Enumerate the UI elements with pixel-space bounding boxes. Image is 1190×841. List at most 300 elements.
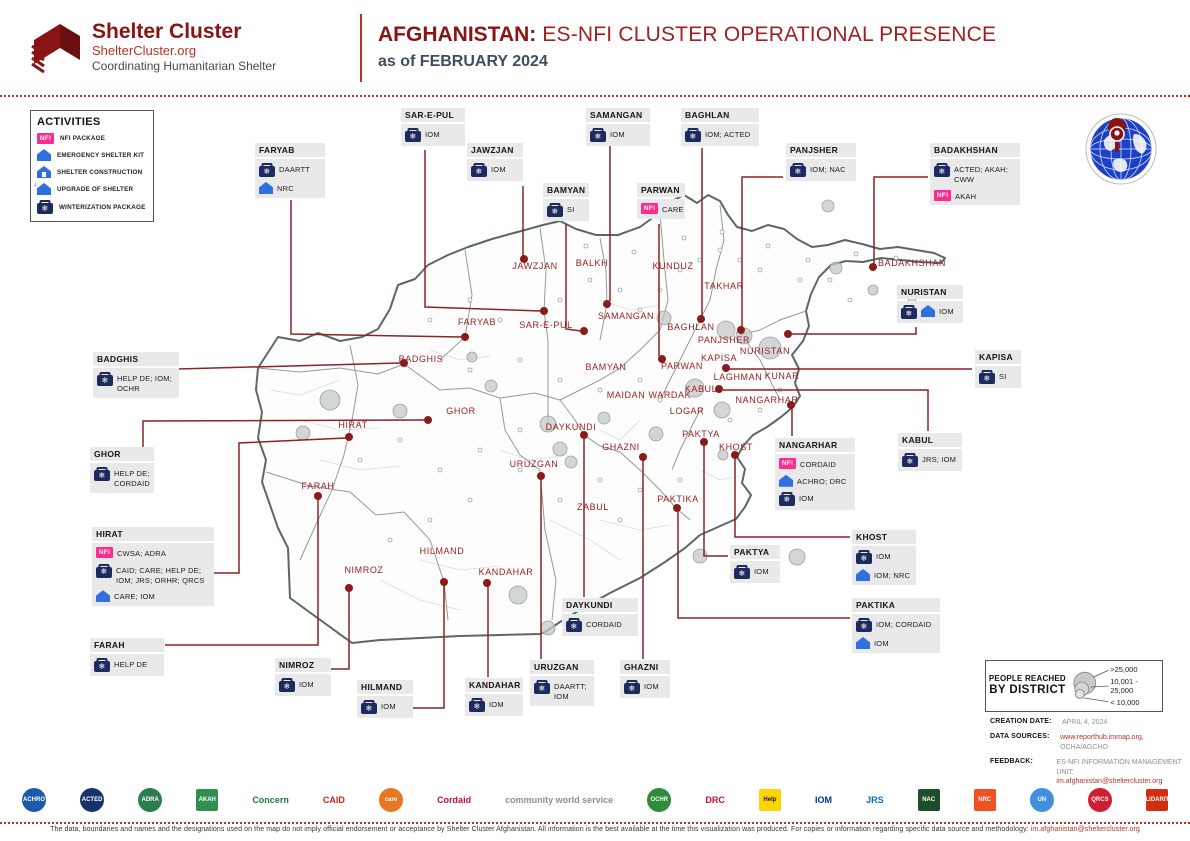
callout-organizations: CWSA; ADRA: [117, 549, 167, 558]
callout-organizations: CORDAID: [586, 620, 622, 629]
province-dot-kandahar: [483, 579, 491, 587]
callout-title: SAMANGAN: [586, 108, 650, 122]
callout-activity-row: [934, 163, 1016, 185]
callout-organizations: IOM: [425, 130, 440, 139]
province-dot-bamyan: [580, 327, 588, 335]
callout-activity-row: [856, 637, 936, 649]
callout-activity-row: [856, 550, 912, 564]
map-label: PAKTYA: [682, 429, 720, 439]
province-dot-kapisa: [722, 364, 730, 372]
winterization-icon: ❄: [279, 681, 295, 692]
activity-legend-label: WINTERIZATION PACKAGE: [59, 203, 146, 211]
callout-activity-row: [856, 569, 912, 581]
map-label: DAYKUNDI: [545, 422, 597, 432]
district-dot: [398, 438, 402, 442]
callout-activity-row: [790, 163, 852, 177]
shelter-kit-icon: [856, 637, 870, 649]
footer-email-link[interactable]: im.afghanistan@sheltercluster.org: [1030, 826, 1140, 833]
callout-organizations: SI: [567, 205, 575, 214]
map-label: BAGHLAN: [667, 322, 715, 332]
activities-legend: [30, 110, 154, 222]
district-dot: [358, 458, 362, 462]
callout-baghlan: [681, 108, 759, 146]
province-dot-sar-e-pul: [540, 307, 548, 315]
callout-title: URUZGAN: [530, 660, 594, 674]
district-dot: [438, 468, 442, 472]
footer-disclaimer: The data, boundaries and names and the designations used on the map do not imply official endorsement or acceptance by Shelter Cluster Afghanistan. All information is the best available at the time this visualization was produced. For copies or information regarding specific data source and methodology: im.afghanistan@sheltercluster.org: [50, 826, 1140, 833]
partner-logo: OCHR: [647, 788, 671, 812]
callout-activity-row: [685, 128, 755, 142]
callout-title: NANGARHAR: [775, 438, 855, 452]
district-dot: [638, 378, 642, 382]
callout-title: PAKTYA: [730, 545, 780, 559]
winterization-icon: ❄: [471, 166, 487, 177]
district-dot: [468, 498, 472, 502]
callout-activity-row: [624, 680, 666, 694]
district-dot: [766, 244, 770, 248]
callout-activity-row: [534, 680, 590, 702]
callout-organizations: IOM: [299, 680, 314, 689]
callout-kapisa: [975, 350, 1021, 388]
callout-kabul: [898, 433, 962, 471]
partner-logo: UN: [1030, 788, 1054, 812]
callout-organizations: AKAH: [955, 191, 977, 201]
province-dot-ghor: [424, 416, 432, 424]
district-dot: [584, 244, 588, 248]
map-label: PARWAN: [661, 361, 703, 371]
callout-activity-row: [259, 182, 321, 194]
district-dot: [518, 358, 522, 362]
shelter-kit-icon: [96, 590, 110, 602]
callout-organizations: IOM: [491, 165, 506, 174]
winterization-icon: ❄: [934, 166, 950, 177]
winterization-icon: ❄: [624, 683, 640, 694]
map-label: KUNAR: [764, 371, 800, 381]
callout-title: NURISTAN: [897, 285, 963, 299]
data-sources-label: DATA SOURCES:: [990, 733, 1050, 741]
callout-activity-row: [405, 128, 461, 142]
district-dot: [558, 298, 562, 302]
callout-activity-row: [96, 564, 210, 586]
map-label: KANDAHAR: [478, 567, 534, 577]
callout-paktya: [730, 545, 780, 583]
province-dot-panjsher: [737, 326, 745, 334]
winterization-icon: ❄: [902, 456, 918, 467]
map-label: JAWZJAN: [512, 261, 558, 271]
province-dot-hilmand: [440, 578, 448, 586]
callout-organizations: IOM: [754, 567, 769, 576]
partner-logo: ACHRO: [22, 788, 46, 812]
winterization-icon: ❄: [94, 470, 110, 481]
callout-nangarhar: [775, 438, 855, 510]
callout-hilmand: [357, 680, 413, 718]
province-dot-daykundi: [580, 431, 588, 439]
callout-organizations: IOM; CORDAID: [876, 620, 932, 629]
callout-activity-row: [96, 590, 210, 602]
nfi-icon: NFI: [96, 547, 113, 558]
map-label: TAKHAR: [704, 281, 744, 291]
callout-activity-row: [901, 305, 959, 319]
shelter-kit-icon: [779, 475, 793, 487]
callout-daykundi: [562, 598, 638, 636]
district-dot: [798, 278, 802, 282]
activity-legend-item: [37, 200, 147, 214]
map-label: LOGAR: [669, 406, 705, 416]
callout-activity-row: [471, 163, 519, 177]
people-reached-bubble: [541, 621, 555, 635]
winterization-icon: ❄: [37, 203, 53, 214]
partner-logo: ADRA: [138, 788, 162, 812]
callout-nimroz: [275, 658, 331, 696]
callout-jawzjan: [467, 143, 523, 181]
callout-activity-row: [566, 618, 634, 632]
callout-organizations: IOM: [610, 130, 625, 139]
winterization-icon: ❄: [547, 206, 563, 217]
callout-title: SAR-E-PUL: [401, 108, 465, 122]
callout-organizations: DAARTT; IOM: [554, 682, 587, 701]
map-label: GHOR: [446, 406, 476, 416]
winterization-icon: ❄: [259, 166, 275, 177]
callout-activity-row: [641, 203, 684, 215]
data-sources-value: www.reporthub.immap.org, OCHA/AGCHO: [1060, 734, 1144, 751]
partner-logo: community world service: [505, 794, 614, 805]
district-dot: [854, 252, 858, 256]
callout-organizations: CARE; IOM: [114, 592, 155, 602]
callout-organizations: IOM; NRC: [874, 571, 911, 580]
winterization-icon: ❄: [790, 166, 806, 177]
people-reached-bubble: [598, 412, 610, 424]
callout-activity-row: [259, 163, 321, 177]
callout-title: FARAH: [90, 638, 164, 652]
map-label: NIMROZ: [344, 565, 384, 575]
data-sources-link[interactable]: www.reporthub.immap.org,: [1060, 734, 1144, 742]
province-dot-khost: [731, 451, 739, 459]
callout-activity-row: [547, 203, 585, 217]
leader-line: [791, 327, 916, 334]
winterization-icon: ❄: [856, 553, 872, 564]
callout-organizations: CORDAID: [800, 460, 836, 469]
district-dot: [468, 368, 472, 372]
district-dot: [758, 408, 762, 412]
activity-legend-label: NFI PACKAGE: [60, 135, 106, 142]
partner-logo: NAC: [918, 789, 940, 811]
people-reached-bubble: [649, 427, 663, 441]
winterization-icon: ❄: [734, 568, 750, 579]
map-label: KAPISA: [700, 353, 738, 363]
activity-legend-label: SHELTER CONSTRUCTION: [57, 168, 143, 176]
map-label: BADGHIS: [398, 354, 444, 364]
map-label: KUNDUZ: [652, 261, 694, 271]
globe-locator-icon: [1084, 112, 1158, 191]
partner-logo: ACTED: [80, 788, 104, 812]
province-dot-ghazni: [639, 453, 647, 461]
callout-activity-row: [934, 190, 1016, 202]
brand-tagline: Coordinating Humanitarian Shelter: [92, 58, 277, 73]
callout-activity-row: [734, 565, 776, 579]
shelter-construction-icon: [37, 166, 51, 178]
callout-activity-row: [590, 128, 646, 142]
map-label: GHAZNI: [602, 442, 640, 452]
map-label: BALKH: [575, 258, 609, 268]
callout-title: JAWZJAN: [467, 143, 523, 157]
partner-logo: NRC: [974, 789, 996, 811]
district-dot: [728, 418, 732, 422]
map-label: URUZGAN: [509, 459, 559, 469]
callout-activity-row: [979, 370, 1017, 384]
map-label: PANJSHER: [697, 335, 751, 345]
winterization-icon: ❄: [405, 131, 421, 142]
winterization-icon: ❄: [901, 308, 917, 319]
callout-organizations: IOM: [874, 639, 889, 648]
winterization-icon: ❄: [534, 683, 550, 694]
winterization-icon: ❄: [97, 375, 113, 386]
people-reached-bubble: [553, 442, 567, 456]
callout-organizations: IOM: [381, 702, 396, 711]
callout-title: NIMROZ: [275, 658, 331, 672]
nfi-icon: NFI: [37, 133, 54, 144]
callout-activity-row: [856, 618, 936, 632]
shelter-kit-icon: [856, 569, 870, 581]
people-reached-legend: [985, 660, 1163, 712]
activity-legend-item: [37, 166, 147, 178]
callout-organizations: IOM: [489, 700, 504, 709]
district-dot: [478, 448, 482, 452]
callout-faryab: [255, 143, 325, 198]
callout-organizations: IOM; NAC: [810, 165, 846, 174]
winterization-icon: ❄: [590, 131, 606, 142]
people-reached-bubble: [868, 285, 878, 295]
callout-ghazni: [620, 660, 670, 698]
callout-organizations: ACTED; AKAH; CWW: [954, 165, 1009, 184]
province-dot-nimroz: [345, 584, 353, 592]
page-subtitle: as of FEBRUARY 2024: [378, 53, 548, 71]
brand-title: Shelter Cluster: [92, 19, 242, 43]
district-dot: [638, 488, 642, 492]
district-dot: [758, 268, 762, 272]
people-reached-bubble: [830, 262, 842, 274]
partner-logo: AKAH: [196, 789, 218, 811]
callout-activity-row: [279, 678, 327, 692]
callout-uruzgan: [530, 660, 594, 706]
district-dot: [558, 498, 562, 502]
callout-kandahar: [465, 678, 523, 716]
activity-legend-item: [37, 133, 147, 144]
district-dot: [468, 298, 472, 302]
map-label: HILMAND: [419, 546, 465, 556]
callout-organizations: CARE: [662, 205, 684, 214]
callout-title: KABUL: [898, 433, 962, 447]
district-dot: [428, 318, 432, 322]
district-dot: [598, 478, 602, 482]
callout-organizations: JRS; IOM: [922, 455, 957, 464]
callout-organizations: IOM: [644, 682, 659, 691]
map-label: NURISTAN: [739, 346, 791, 356]
callout-title: PAKTIKA: [852, 598, 940, 612]
bubble-label-medium: 10,001 - 25,000: [1110, 677, 1138, 695]
callout-organizations: IOM: [876, 552, 891, 561]
people-reached-bubble: [714, 402, 730, 418]
feedback-email-link[interactable]: im.afghanistan@sheltercluster.org: [1056, 778, 1163, 786]
partner-logo: QRCS: [1088, 788, 1112, 812]
map-label: MAIDAN WARDAK: [606, 390, 692, 400]
people-reached-bubble: [320, 390, 340, 410]
callout-bamyan: [543, 183, 589, 221]
winterization-icon: ❄: [566, 621, 582, 632]
creation-date-label: CREATION DATE:: [990, 718, 1052, 725]
shelter-kit-icon: [921, 305, 935, 317]
map-label: PAKTIKA: [657, 494, 699, 504]
people-reached-bubble: [467, 352, 477, 362]
district-dot: [848, 298, 852, 302]
district-dot: [618, 518, 622, 522]
callout-badakhshan: [930, 143, 1020, 205]
map-label: KABUL: [684, 384, 718, 394]
callout-organizations: NRC: [277, 184, 294, 193]
map-label: SAR-E-PUL: [519, 320, 573, 330]
bubble-size-graphic: [1069, 663, 1110, 709]
district-dot: [718, 248, 722, 252]
callout-ghor: [90, 447, 154, 493]
people-reached-bubble: [789, 549, 805, 565]
district-dot: [598, 388, 602, 392]
feedback-label: FEEDBACK:: [990, 758, 1034, 766]
partner-logo: care: [379, 788, 403, 812]
district-dot: [682, 236, 686, 240]
callout-title: BADAKHSHAN: [930, 143, 1020, 157]
callout-title: BAMYAN: [543, 183, 589, 197]
people-reached-title-2: BY DISTRICT: [989, 684, 1066, 697]
callout-hirat: [92, 527, 214, 606]
creation-date-value: APRIL 4, 2024: [1062, 719, 1108, 726]
callout-organizations: IOM: [939, 307, 954, 316]
province-dot-paktya: [700, 438, 708, 446]
province-dot-hirat: [345, 433, 353, 441]
activity-legend-label: UPGRADE OF SHELTER: [57, 185, 134, 193]
nfi-icon: NFI: [641, 203, 658, 214]
map-label: KHOST: [718, 442, 754, 452]
district-dot: [518, 428, 522, 432]
district-dot: [558, 378, 562, 382]
nfi-icon: NFI: [779, 458, 796, 469]
province-dot-nuristan: [784, 330, 792, 338]
callout-organizations: HELP DE; IOM; OCHR: [117, 374, 172, 393]
brand-url[interactable]: ShelterCluster.org: [92, 43, 197, 59]
province-dot-paktika: [673, 504, 681, 512]
bubble-label-small: < 10,000: [1110, 698, 1140, 707]
page-title: AFGHANISTAN: ES-NFI CLUSTER OPERATIONAL PRESENCE: [378, 23, 997, 46]
people-reached-bubble: [485, 380, 497, 392]
callout-organizations: IOM; ACTED: [705, 130, 751, 139]
partner-logo: IOM: [815, 794, 833, 805]
people-reached-bubble: [393, 404, 407, 418]
map-label: FARAH: [301, 481, 335, 491]
shelter-kit-icon: [37, 149, 51, 161]
callout-badghis: [93, 352, 179, 398]
callout-title: GHOR: [90, 447, 154, 461]
winterization-icon: ❄: [856, 621, 872, 632]
partner-logo: Cordaid: [437, 794, 472, 805]
callout-parwan: [637, 183, 685, 219]
map-label: BADAKHSHAN: [877, 258, 947, 268]
map-label: ZABUL: [576, 502, 610, 512]
people-reached-bubble: [822, 200, 834, 212]
nfi-icon: NFI: [934, 190, 951, 201]
callout-title: KAPISA: [975, 350, 1021, 364]
callout-organizations: DAARTT: [279, 165, 311, 174]
callout-activity-row: [902, 453, 958, 467]
callout-nuristan: [897, 285, 963, 323]
callout-activity-row: [94, 658, 160, 672]
activity-legend-item: [33, 179, 147, 195]
map-label: HIRAT: [338, 420, 368, 430]
callout-title: HILMAND: [357, 680, 413, 694]
people-reached-title-1: PEOPLE REACHED: [988, 674, 1066, 684]
upgrade-of-shelter-icon: ↓: [37, 183, 51, 195]
district-dot: [428, 518, 432, 522]
callout-organizations: IOM: [799, 493, 814, 503]
callout-organizations: ACHRO; DRC: [797, 476, 847, 486]
winterization-icon: ❄: [685, 131, 701, 142]
district-dot: [678, 478, 682, 482]
callout-title: PARWAN: [637, 183, 685, 197]
callout-title: GHAZNI: [620, 660, 670, 674]
map-label: BAMYAN: [585, 362, 627, 372]
partner-logo: Concern: [252, 794, 289, 805]
map-label: NANGARHAR: [735, 395, 799, 405]
callout-title: HIRAT: [92, 527, 214, 541]
callout-title: KANDAHAR: [465, 678, 523, 692]
callout-paktika: [852, 598, 940, 653]
bubble-label-large: >25,000: [1110, 665, 1138, 674]
province-dot-uruzgan: [537, 472, 545, 480]
province-dot-faryab: [461, 333, 469, 341]
province-dot-samangan: [603, 300, 611, 308]
people-reached-bubble: [296, 426, 310, 440]
winterization-icon: ❄: [361, 703, 377, 714]
partner-logo: DRC: [705, 794, 725, 805]
district-dot: [720, 230, 724, 234]
callout-organizations: SI: [999, 372, 1007, 381]
district-dot: [498, 318, 502, 322]
callout-farah: [90, 638, 164, 676]
callout-activity-row: [469, 698, 519, 712]
map-label: LAGHMAN: [713, 372, 763, 382]
callout-title: PANJSHER: [786, 143, 856, 157]
province-dot-farah: [314, 492, 322, 500]
callout-activity-row: [94, 467, 150, 489]
callout-organizations: HELP DE; CORDAID: [114, 469, 150, 488]
callout-activity-row: [779, 458, 851, 470]
feedback-value: ES-NFI INFORMATION MANAGEMENT UNIT: im.afghanistan@sheltercluster.org: [1056, 759, 1182, 786]
district-dot: [388, 538, 392, 542]
partner-logo: SOLIDARITÉS: [1146, 789, 1168, 811]
callout-title: BADGHIS: [93, 352, 179, 366]
callout-activity-row: [779, 492, 851, 506]
map-label: SAMANGAN: [597, 311, 655, 321]
shelter-kit-icon: [259, 182, 273, 194]
callout-organizations: CAID; CARE; HELP DE; IOM; JRS; ORHR; QRCS: [116, 565, 205, 585]
winterization-icon: ❄: [469, 701, 485, 712]
callout-title: BAGHLAN: [681, 108, 759, 122]
callout-panjsher: [786, 143, 856, 181]
winterization-icon: ❄: [779, 495, 795, 506]
callout-organizations: HELP DE: [114, 660, 148, 669]
district-dot: [618, 288, 622, 292]
map-label: FARYAB: [457, 317, 497, 327]
callout-activity-row: [96, 547, 210, 559]
partner-logo: JRS: [866, 794, 884, 805]
callout-khost: [852, 530, 916, 585]
